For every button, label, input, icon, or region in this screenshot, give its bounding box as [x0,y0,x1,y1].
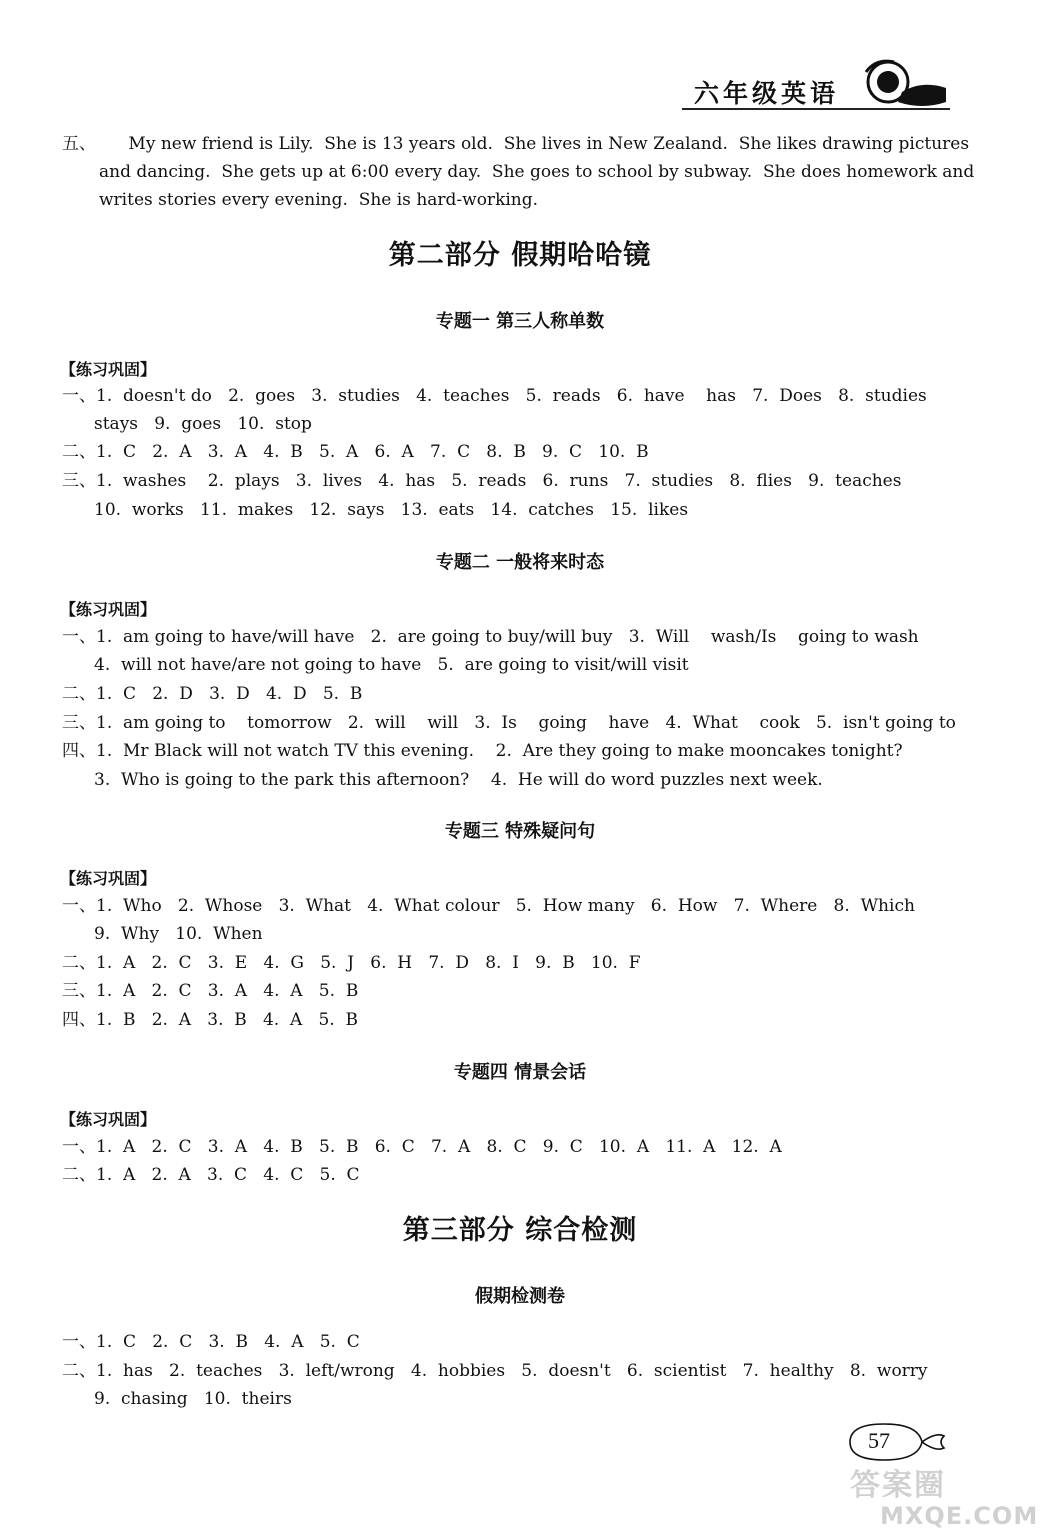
topic1-line-3: 二、1. C 2. A 3. A 4. B 5. A 6. A 7. C 8. B 9. C 10. B [62,442,649,462]
topic4-line-2: 二、1. A 2. A 3. C 4. C 5. C [62,1165,360,1185]
topic4-line-1: 一、1. A 2. C 3. A 4. B 5. B 6. C 7. A 8. C 9. C 10. A 11. A 12. A [62,1137,782,1157]
topic2-line-4: 三、1. am going to tomorrow 2. will will 3. Is going have 4. What cook 5. isn't going to [62,713,956,733]
topic1-line-4: 三、1. washes 2. plays 3. lives 4. has 5. reads 6. runs 7. studies 8. flies 9. teaches [62,471,902,491]
topic2-line-2: 4. will not have/are not going to have 5. are going to visit/will visit [94,655,689,675]
topic2-line-3: 二、1. C 2. D 3. D 4. D 5. B [62,684,363,704]
topic3-line-1: 一、1. Who 2. Whose 3. What 4. What colour 5. How many 6. How 7. Where 8. Which [62,896,915,916]
topic1-line-5: 10. works 11. makes 12. says 13. eats 14. catches 15. likes [94,500,689,520]
intro-line-3: writes stories every evening. She is hard-working. [99,190,539,210]
topic2-line-1: 一、1. am going to have/will have 2. are going to buy/will buy 3. Will wash/Is going to wash [62,627,919,647]
topic1-line-2: stays 9. goes 10. stop [94,414,312,434]
topic3-line-5: 四、1. B 2. A 3. B 4. A 5. B [62,1010,359,1030]
exam-title: 假期检测卷 [475,1286,565,1307]
topic2-line-6: 3. Who is going to the park this afternoon? 4. He will do word puzzles next week. [94,770,823,790]
topic3-label: 【练习巩固】 [60,869,157,888]
watermark-logo: 答案圈 [850,1468,946,1503]
part2-title: 第二部分 假期哈哈镜 [388,240,652,271]
topic3-title: 专题三 特殊疑问句 [444,821,596,842]
topic4-title: 专题四 情景会话 [453,1062,587,1083]
topic3-line-3: 二、1. A 2. C 3. E 4. G 5. J 6. H 7. D 8. I 9. B 10. F [62,953,641,973]
topic1-title: 专题一 第三人称单数 [435,311,605,332]
mascot-illustration-icon [842,52,952,114]
intro-line-2: and dancing. She gets up at 6:00 every day. She goes to school by subway. She does homework and [99,162,975,182]
topic1-line-1: 一、1. doesn't do 2. goes 3. studies 4. teaches 5. reads 6. have has 7. Does 8. studies [62,386,927,406]
topic2-title: 专题二 一般将来时态 [435,552,605,573]
intro-line-1: 五、 My new friend is Lily. She is 13 years old. She lives in New Zealand. She likes drawing pictures [62,134,970,154]
whale-page-badge-icon [844,1418,964,1466]
topic2-label: 【练习巩固】 [60,600,157,619]
watermark-url: MXQE.COM [880,1502,1039,1530]
topic1-label: 【练习巩固】 [60,360,157,379]
exam-line-3: 9. chasing 10. theirs [94,1389,292,1409]
page-number: 57 [868,1428,890,1453]
exam-line-1: 一、1. C 2. C 3. B 4. A 5. C [62,1332,360,1352]
topic3-line-4: 三、1. A 2. C 3. A 4. A 5. B [62,981,359,1001]
topic2-line-5: 四、1. Mr Black will not watch TV this evening. 2. Are they going to make mooncakes tonight? [62,741,903,761]
topic3-line-2: 9. Why 10. When [94,924,263,944]
exam-line-2: 二、1. has 2. teaches 3. left/wrong 4. hobbies 5. doesn't 6. scientist 7. healthy 8. worry [62,1361,928,1381]
topic4-label: 【练习巩固】 [60,1110,157,1129]
part3-title: 第三部分 综合检测 [402,1215,638,1246]
running-header-title: 六年级英语 [694,79,840,108]
